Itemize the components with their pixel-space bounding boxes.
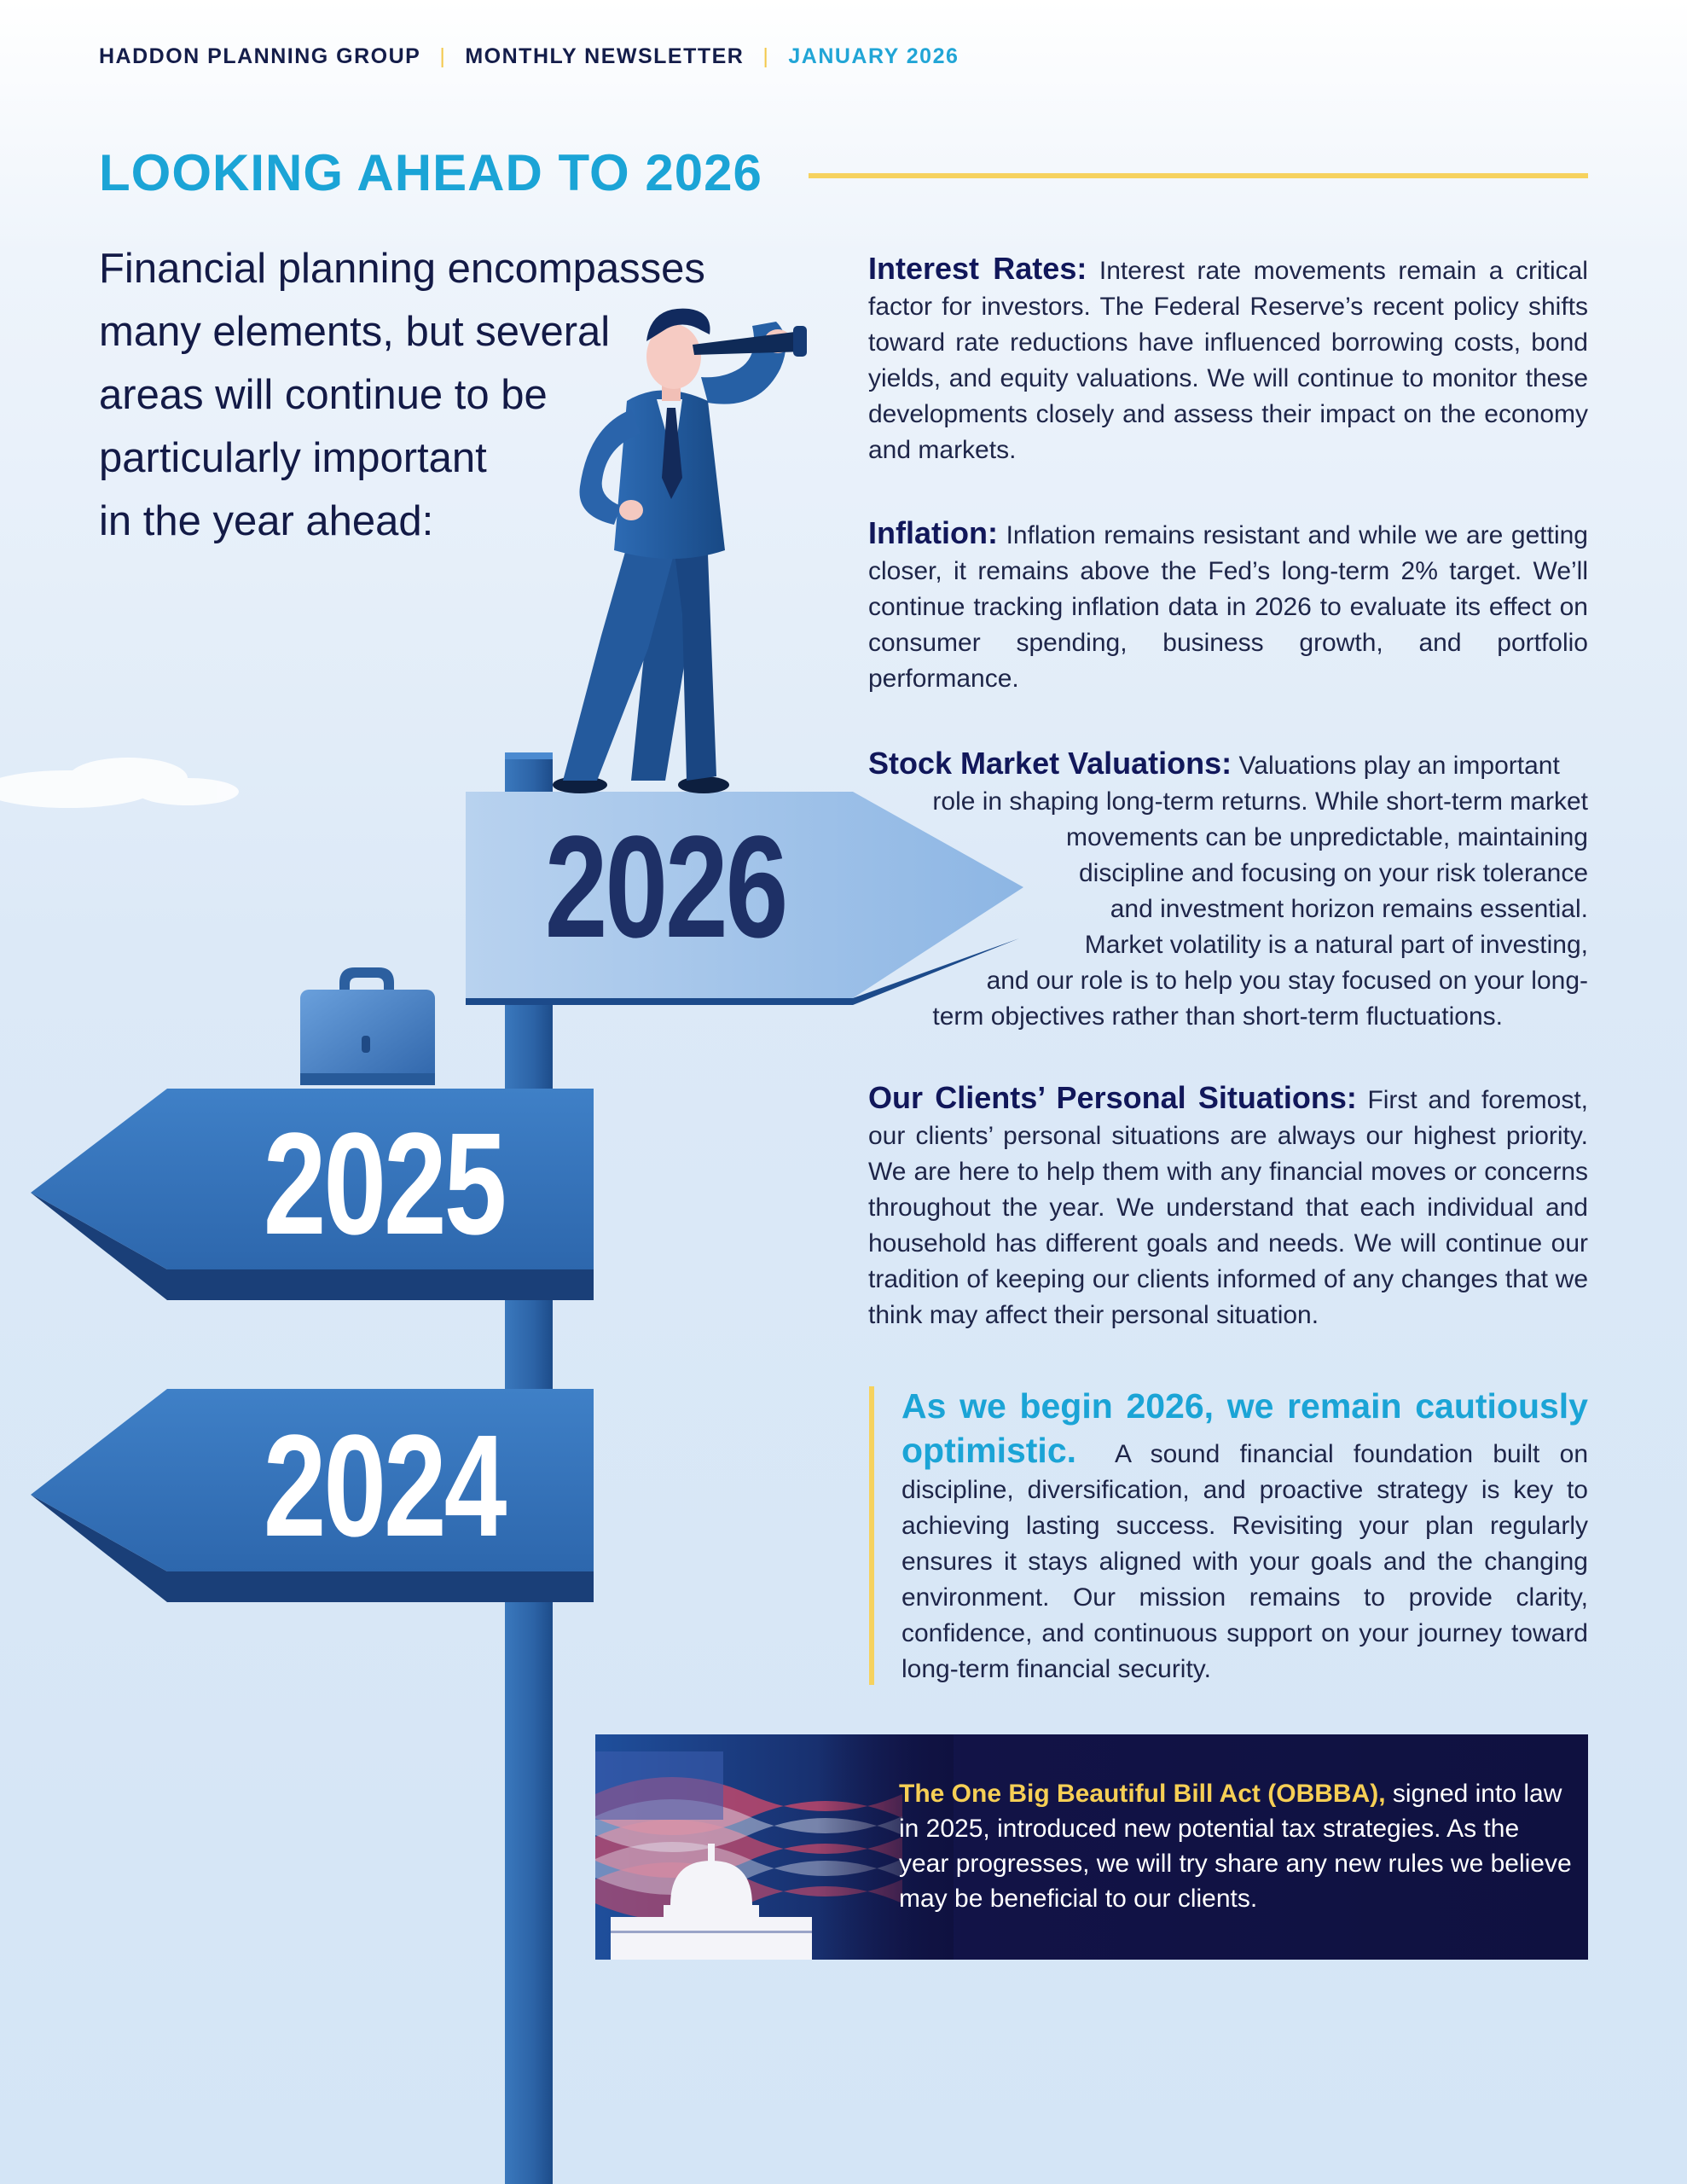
obbba-lead: The One Big Beautiful Bill Act (OBBBA),: [899, 1780, 1386, 1808]
intro-line: particularly important: [99, 435, 487, 481]
sign-2024-label: 2024: [263, 1405, 505, 1567]
org-name: HADDON PLANNING GROUP: [99, 44, 421, 68]
closing-accent-bar: [869, 1386, 874, 1685]
cloud-shape: [0, 758, 239, 808]
section-inflation: [868, 515, 1588, 697]
closing-lead: As we begin 2026, we remain cautiously optimistic.: [901, 1386, 1588, 1470]
publication-name: MONTHLY NEWSLETTER: [465, 44, 745, 68]
section-line: discipline and focusing on your risk tolerance: [1079, 859, 1588, 887]
header-separator: |: [439, 44, 447, 68]
section-line: and our role is to help you stay focused on your long-: [986, 967, 1588, 995]
briefcase-icon: [300, 967, 435, 1085]
header-separator: |: [762, 44, 770, 68]
sign-2026-label: 2026: [544, 806, 786, 968]
section-line: term objectives rather than short-term fluctuations.: [932, 1002, 1503, 1031]
section-line: and investment horizon remains essential.: [1110, 895, 1588, 923]
section-heading: Inflation:: [868, 515, 998, 550]
section-interest-rates: [868, 251, 1588, 468]
section-body: First and foremost, our clients’ personal situations are always our highest priority. We are here to help them with any financial moves or concerns throughout the year. We understand that each individual and household has different goals and needs. We will continue our tradition of keeping our clients informed of any changes that we think may affect their personal situation.: [868, 1086, 1589, 1329]
intro-line: Financial planning encompasses: [99, 246, 705, 292]
section-line: role in shaping long-term returns. While short-term market: [932, 787, 1588, 816]
issue-date: JANUARY 2026: [788, 44, 959, 68]
intro-line: many elements, but several: [99, 309, 611, 355]
obbba-text: [899, 1776, 1573, 1916]
section-line: movements can be unpredictable, maintaining: [1065, 823, 1588, 851]
sign-2025-label: 2025: [263, 1103, 505, 1265]
section-body: Inflation remains resistant and while we are getting closer, it remains above the Fed’s long-term 2% target. We’ll continue tracking inflation data in 2026 to evaluate its effect on consumer spending, business growth, and portfolio performance.: [868, 521, 1588, 693]
section-line: Market volatility is a natural part of investing,: [1084, 931, 1588, 959]
section-heading: Our Clients’ Personal Situations:: [868, 1080, 1357, 1115]
section-heading: Interest Rates:: [868, 251, 1087, 286]
closing-statement: [901, 1384, 1588, 1687]
closing-body: A sound financial foundation built on discipline, diversification, and proactive strategy is key to achieving lasting success. Revisiting your plan regularly ensures it stays aligned with your goals and the changing environment. Our mission remains to provide clarity, confidence, and continuous support on your journey toward long-term financial security.: [901, 1440, 1589, 1683]
section-body: Valuations play an important: [1238, 752, 1560, 780]
obbba-body: signed into law in 2025, introduced new potential tax strategies. As the year progresses, we will try share any new rules we believe may be beneficial to our clients.: [899, 1780, 1572, 1913]
intro-line: areas will continue to be: [99, 372, 548, 418]
section-heading: Stock Market Valuations:: [868, 746, 1232, 781]
section-clients: [868, 1080, 1588, 1333]
page-title: LOOKING AHEAD TO 2026: [99, 144, 762, 201]
section-valuations: [868, 746, 1588, 1035]
section-body: Interest rate movements remain a critical factor for investors. The Federal Reserve’s recent policy shifts toward rate reductions have influenced borrowing costs, bond yields, and equity valuations. We will continue to monitor these developments closely and assess their impact on the economy and markets.: [868, 257, 1588, 464]
businessman-figure: [553, 309, 807, 793]
intro-line: in the year ahead:: [99, 498, 434, 544]
